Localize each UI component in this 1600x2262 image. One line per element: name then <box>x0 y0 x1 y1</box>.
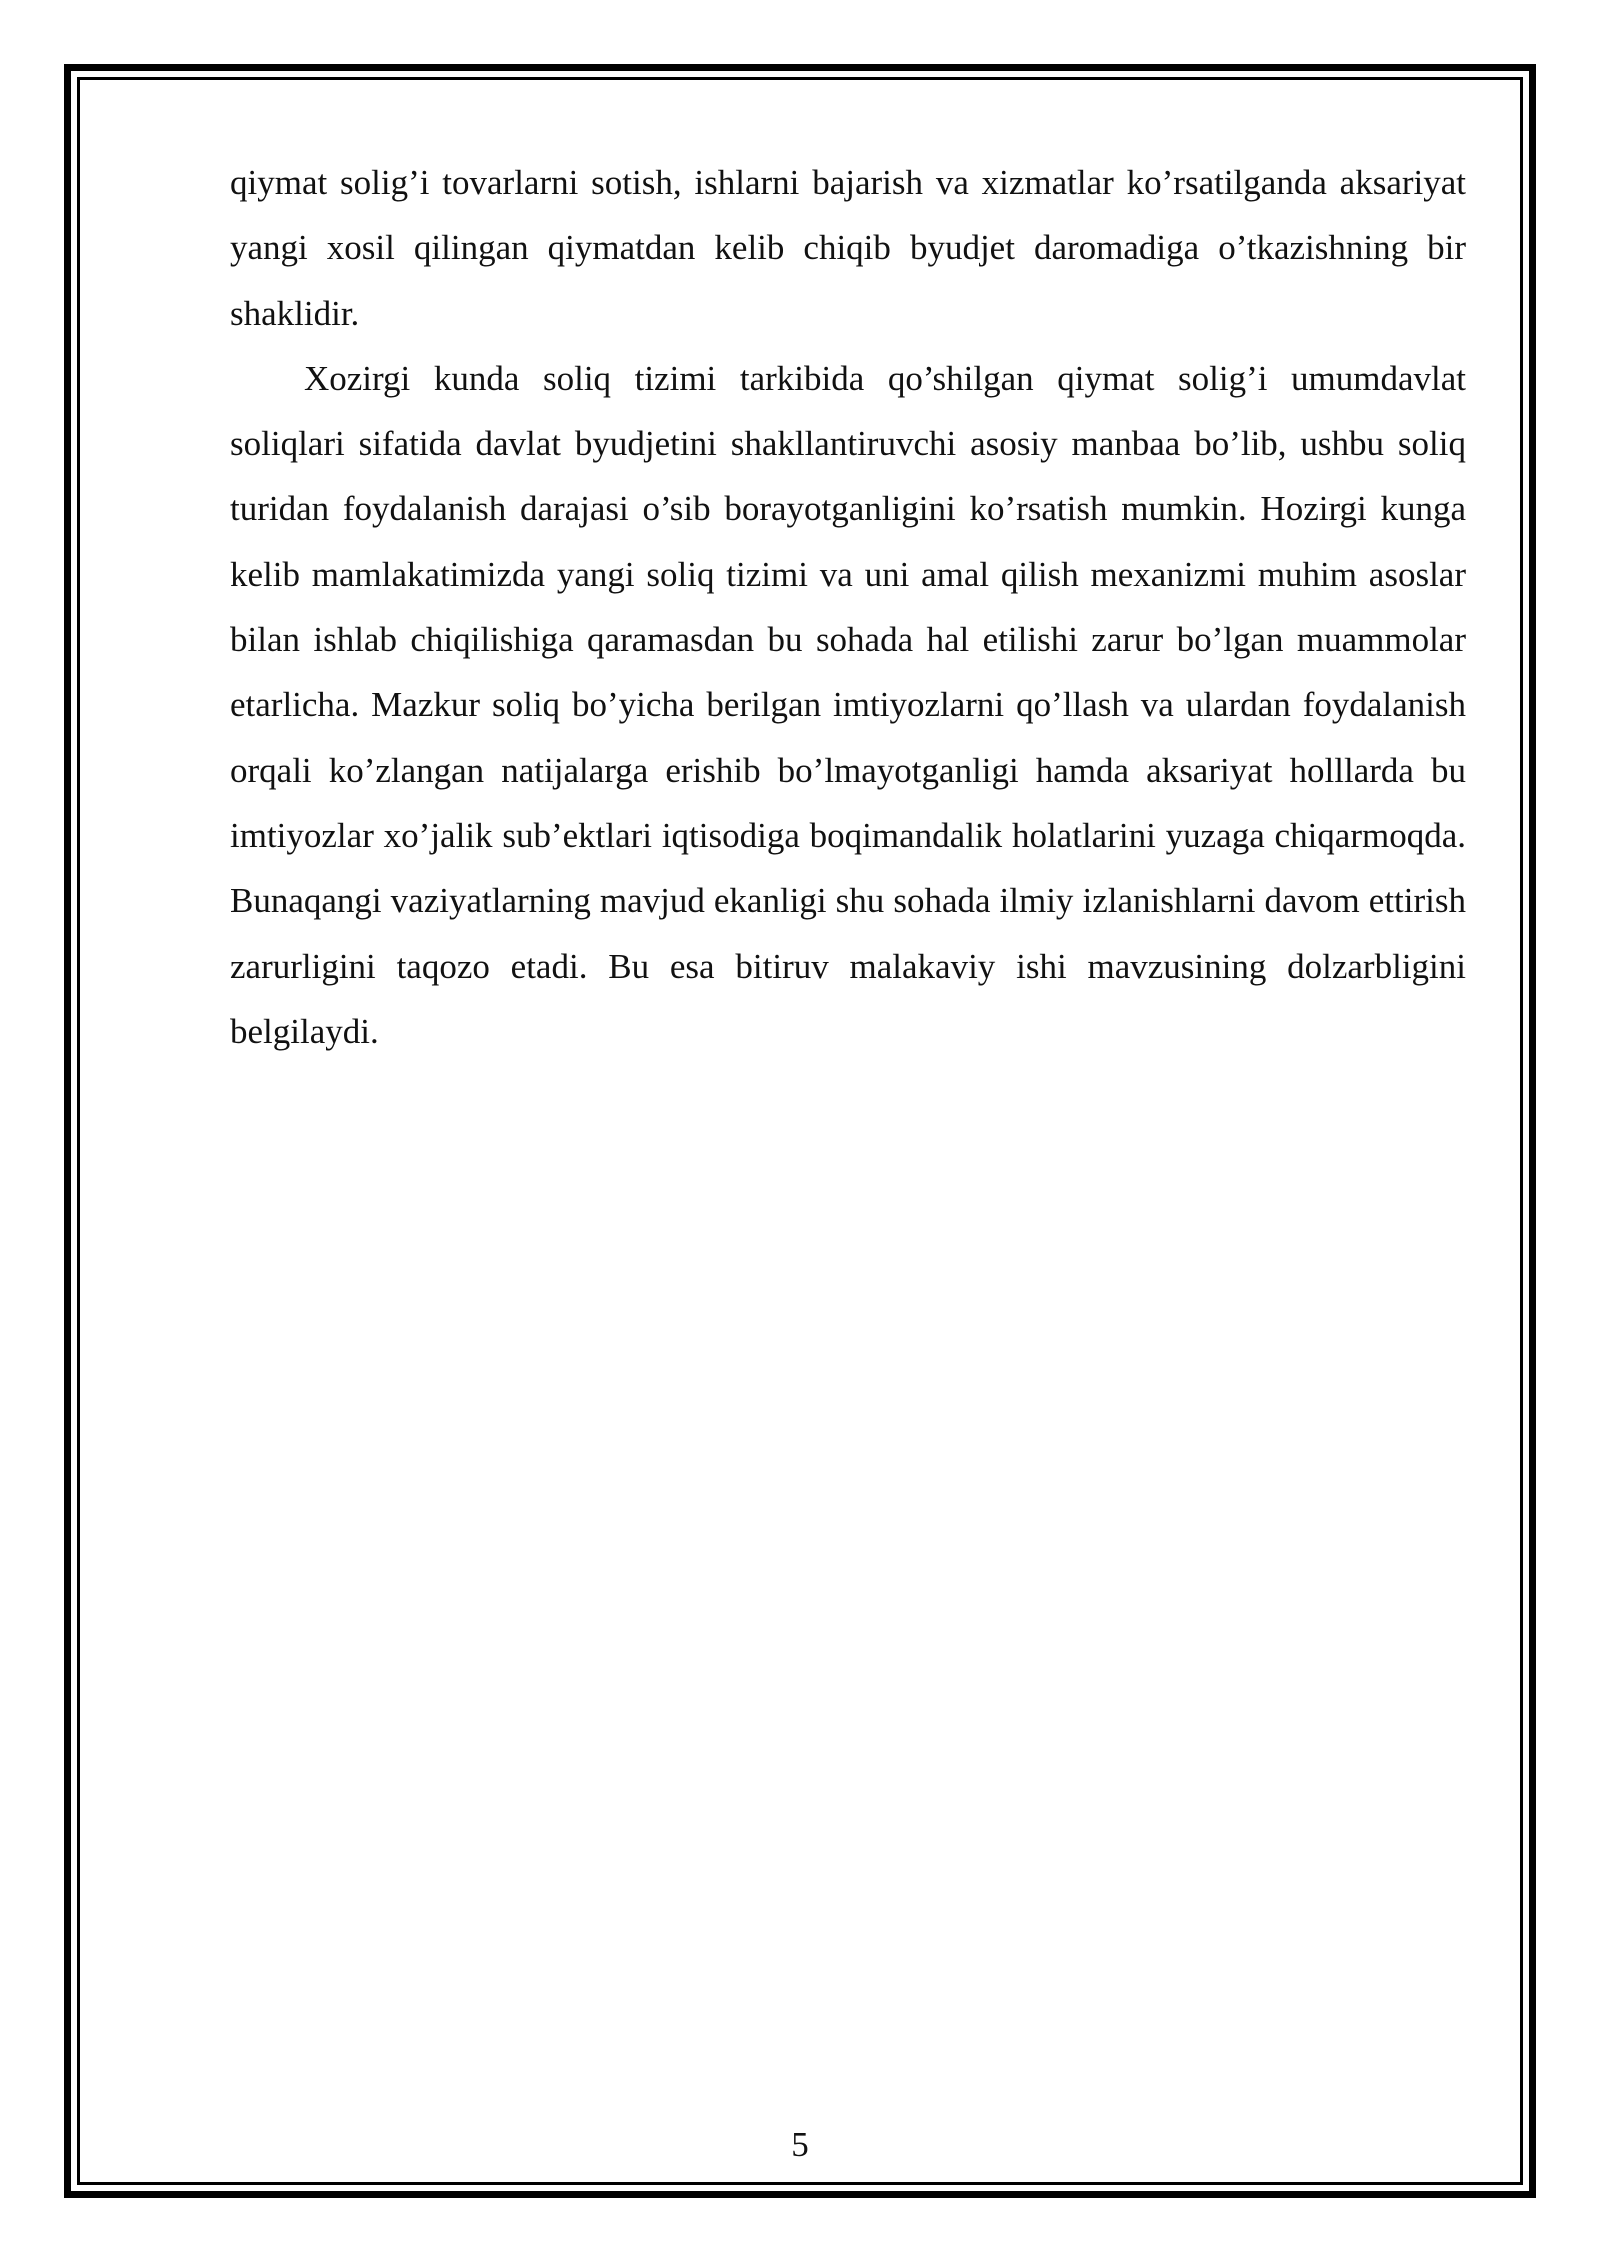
page-number: 5 <box>791 2125 809 2164</box>
paragraph-continuation: qiymat solig’i tovarlarni sotish, ishlarni bajarish va xizmatlar ko’rsatilganda aksariyat yangi xosil qilingan qiymatdan kelib chiqib byudjet daromadiga o’tkazishning bir shaklidir. <box>230 163 1466 333</box>
document-body <box>230 150 1466 1064</box>
paragraph-main: Xozirgi kunda soliq tizimi tarkibida qo’shilgan qiymat solig’i umumdavlat soliqlari sifatida davlat byudjetini shakllantiruvchi asosiy manbaa bo’lib, ushbu soliq turidan foydalanish darajasi o’sib borayotganligini ko’rsatish mumkin. Hozirgi kunga kelib mamlakatimizda yangi soliq tizimi va uni amal qilish mexanizmi muhim asoslar bilan ishlab chiqilishiga qaramasdan bu sohada hal etilishi zarur bo’lgan muammolar etarlicha. Mazkur soliq bo’yicha berilgan imtiyozlarni qo’llash va ulardan foydalanish orqali ko’zlangan natijalarga erishib bo’lmayotganligi hamda aksariyat holllarda bu imtiyozlar xo’jalik sub’ektlari iqtisodiga boqimandalik holatlarini yuzaga chiqarmoqda. Bunaqangi vaziyatlarning mavjud ekanligi shu sohada ilmiy izlanishlarni davom ettirish zarurligini taqozo etadi. Bu esa bitiruv malakaviy ishi mavzusining dolzarbligini belgilaydi. <box>230 358 1466 1051</box>
